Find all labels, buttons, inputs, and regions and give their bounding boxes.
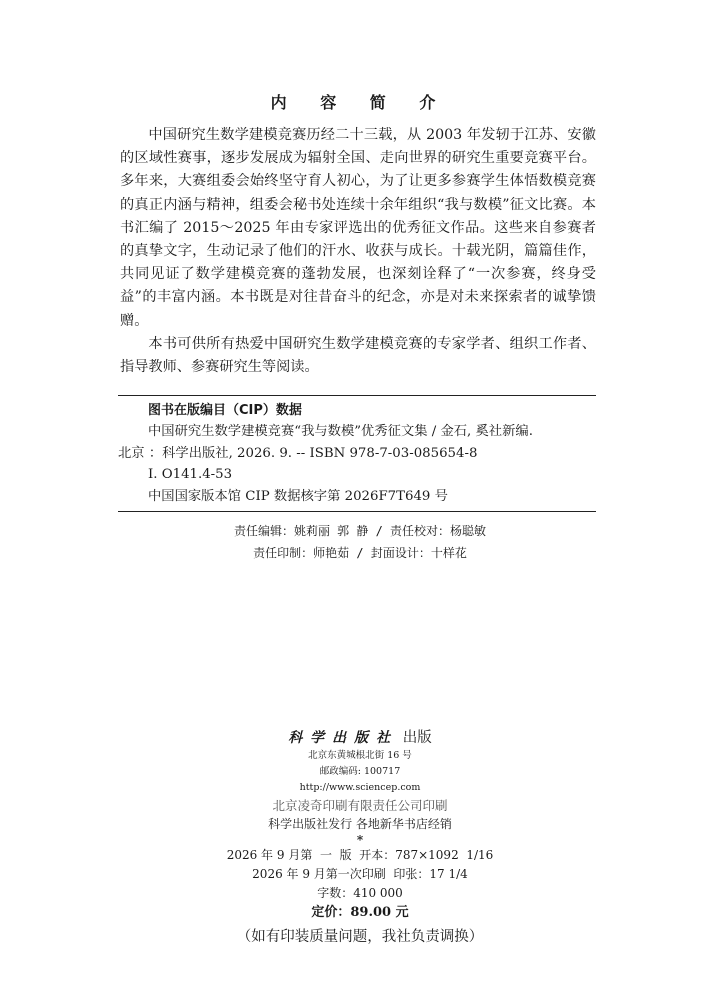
- divider: [118, 511, 596, 512]
- publisher-address: 北京东黄城根北街 16 号: [308, 750, 412, 761]
- separator-star: *: [356, 833, 364, 847]
- cip-line: Ⅰ. O141.4-53: [148, 467, 233, 483]
- editor-credits: [0, 520, 720, 564]
- summary-paragraph: 本书可供所有热爱中国研究生数学建模竞赛的专家学者、组织工作者、指导教师、参赛研究生等阅读。: [120, 335, 596, 376]
- cip-line: 中国研究生数学建模竞赛“我与数模”优秀征文集 / 金石, 奚社新编.: [148, 424, 533, 440]
- publisher-block: [0, 728, 720, 949]
- cip-line: 北京 ：科学出版社, 2026. 9. -- ISBN 978-7-03-085654-8: [118, 445, 478, 461]
- distribution-line: 科学出版社发行 各地新华书店经销: [268, 817, 452, 831]
- editor-line: 责任印制：师艳茹 / 封面设计：十样花: [253, 546, 467, 560]
- price-line: 定价：89.00 元: [311, 905, 409, 920]
- cip-block: [118, 400, 596, 507]
- edition-line: 2026 年 9 月第 一 版 开本：787×1092 1/16: [226, 848, 494, 862]
- cip-heading: 图书在版编目（CIP）数据: [148, 403, 302, 418]
- cip-line: 中国国家版本馆 CIP 数据核字第 2026F7T649 号: [148, 488, 448, 504]
- summary-body: [120, 124, 596, 379]
- editor-line: 责任编辑：姚莉丽 郭 静 / 责任校对：杨聪敏: [233, 524, 487, 538]
- publisher-suffix: 出版: [402, 730, 432, 746]
- publisher-logo: 科学出版社: [288, 730, 399, 746]
- wordcount-line: 字数：410 000: [317, 886, 403, 900]
- publisher-postcode: 邮政编码: 100717: [319, 766, 401, 777]
- divider: [118, 395, 596, 396]
- summary-paragraph: 中国研究生数学建模竞赛历经二十三载，从 2003 年发轫于江苏、安徽的区域性赛事，逐步发展成为辐射全国、走向世界的研究生重要竞赛平台。多年来，大赛组委会始终坚守育人初心，为了让更多参赛学生体悟数模竞赛的真正内涵与精神，组委会秘书处连续十余年组织“我与数模”征文比赛。本书汇编了 2015～2025 年由专家评选出的优秀征文作品。这些来自参赛者的真挚文字，生动记录了他们的汗水、收获与成长。十载光阴，篇篇佳作，共同见证了数学建模竞赛的蓬勃发展，也深刻诠释了“一次参赛，终身受益”的丰富内涵。本书既是对往昔奋斗的纪念，亦是对未来探索者的诚挚馈赠。: [120, 127, 596, 329]
- printer-line: 北京凌奇印刷有限责任公司印刷: [272, 798, 448, 813]
- printing-line: 2026 年 9 月第一次印刷 印张：17 1/4: [252, 867, 468, 881]
- quality-note: （如有印装质量问题，我社负责调换）: [236, 929, 484, 945]
- publisher-url: http://www.sciencep.com: [299, 782, 421, 793]
- publisher-name: [0, 728, 720, 748]
- summary-title: 内 容 简 介: [270, 93, 450, 112]
